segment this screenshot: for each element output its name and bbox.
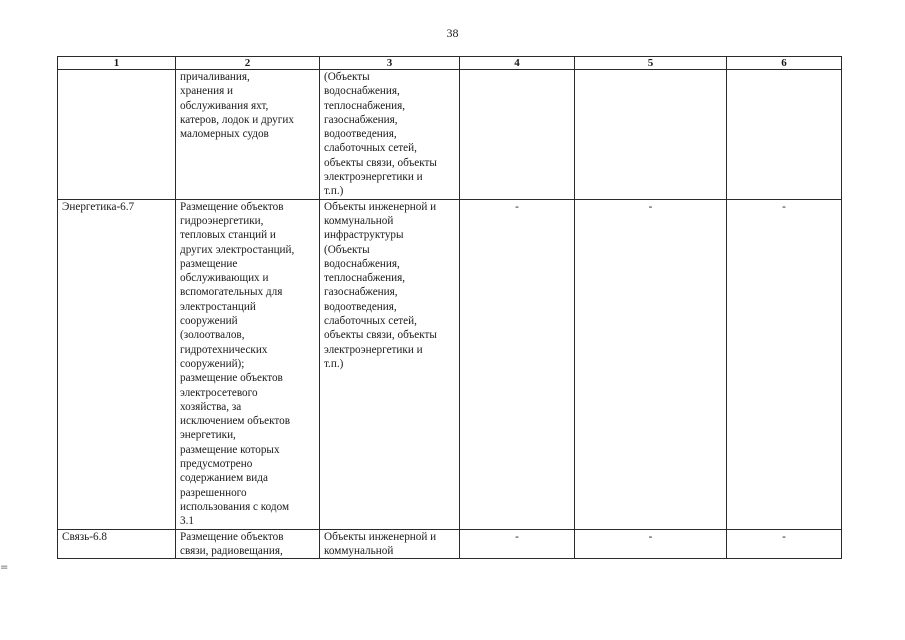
zoning-table — [57, 56, 842, 559]
cell-text: - — [515, 530, 519, 543]
table-cell — [320, 199, 460, 529]
column-header: 3 — [320, 57, 460, 70]
table-cell — [176, 70, 320, 200]
table-cell — [575, 70, 727, 200]
column-header: 1 — [58, 57, 176, 70]
table-cell — [727, 199, 842, 529]
cell-text: причаливания, хранения и обслуживания яхт, катеров, лодок и других маломерных судов — [180, 71, 294, 141]
table-cell — [727, 529, 842, 559]
header-row — [58, 57, 842, 70]
table-cell — [460, 529, 575, 559]
table-row — [58, 529, 842, 559]
cell-text: Объекты инженерной и коммунальной — [324, 530, 437, 557]
cell-text: Размещение объектов гидроэнергетики, тепловых станций и других электростанций, размещение обслуживающих и вспомогательных для электростанций сооружений (золоотвалов, гидротехнических сооружений); размещение объектов электросетевого хозяйства, за исключением объектов энергетики, размещение которых предусмотрено содержанием вида разрешенного использования с кодом 3.1 — [180, 200, 295, 528]
cell-text: (Объекты водоснабжения, теплоснабжения, газоснабжения, водоотведения, слаботочных сетей, объекты связи, объекты электроэнергетики и т.п.) — [324, 71, 437, 198]
table-cell — [727, 70, 842, 200]
cell-text: - — [648, 200, 653, 213]
page-number: 38 — [446, 26, 459, 40]
table-cell — [58, 199, 176, 529]
cell-text: Энергетика-6.7 — [62, 200, 135, 213]
column-header: 2 — [176, 57, 320, 70]
cell-text: Размещение объектов связи, радиовещания, — [180, 530, 284, 557]
cell-text: - — [782, 200, 786, 213]
column-header: 5 — [575, 57, 727, 70]
column-header: 4 — [460, 57, 575, 70]
table-cell — [58, 529, 176, 559]
cell-text: Связь-6.8 — [62, 530, 107, 543]
cell-text: - — [515, 200, 519, 213]
table-cell — [176, 199, 320, 529]
table-cell — [58, 70, 176, 200]
table-row — [58, 70, 842, 200]
table-cell — [460, 199, 575, 529]
cell-text: - — [648, 530, 653, 543]
table-cell — [320, 529, 460, 559]
cell-text: Объекты инженерной и коммунальной инфраструктуры (Объекты водоснабжения, теплоснабжения, газоснабжения, водоотведения, слаботочных сетей, объекты связи, объекты электроэнергетики и т.п.) — [324, 200, 437, 370]
table-cell — [460, 70, 575, 200]
scan-edge-mark: = — [0, 562, 9, 573]
column-header: 6 — [727, 57, 842, 70]
table-cell — [575, 199, 727, 529]
table-cell — [575, 529, 727, 559]
table-cell — [320, 70, 460, 200]
table-row — [58, 199, 842, 529]
cell-text: - — [782, 530, 786, 543]
table-cell — [176, 529, 320, 559]
